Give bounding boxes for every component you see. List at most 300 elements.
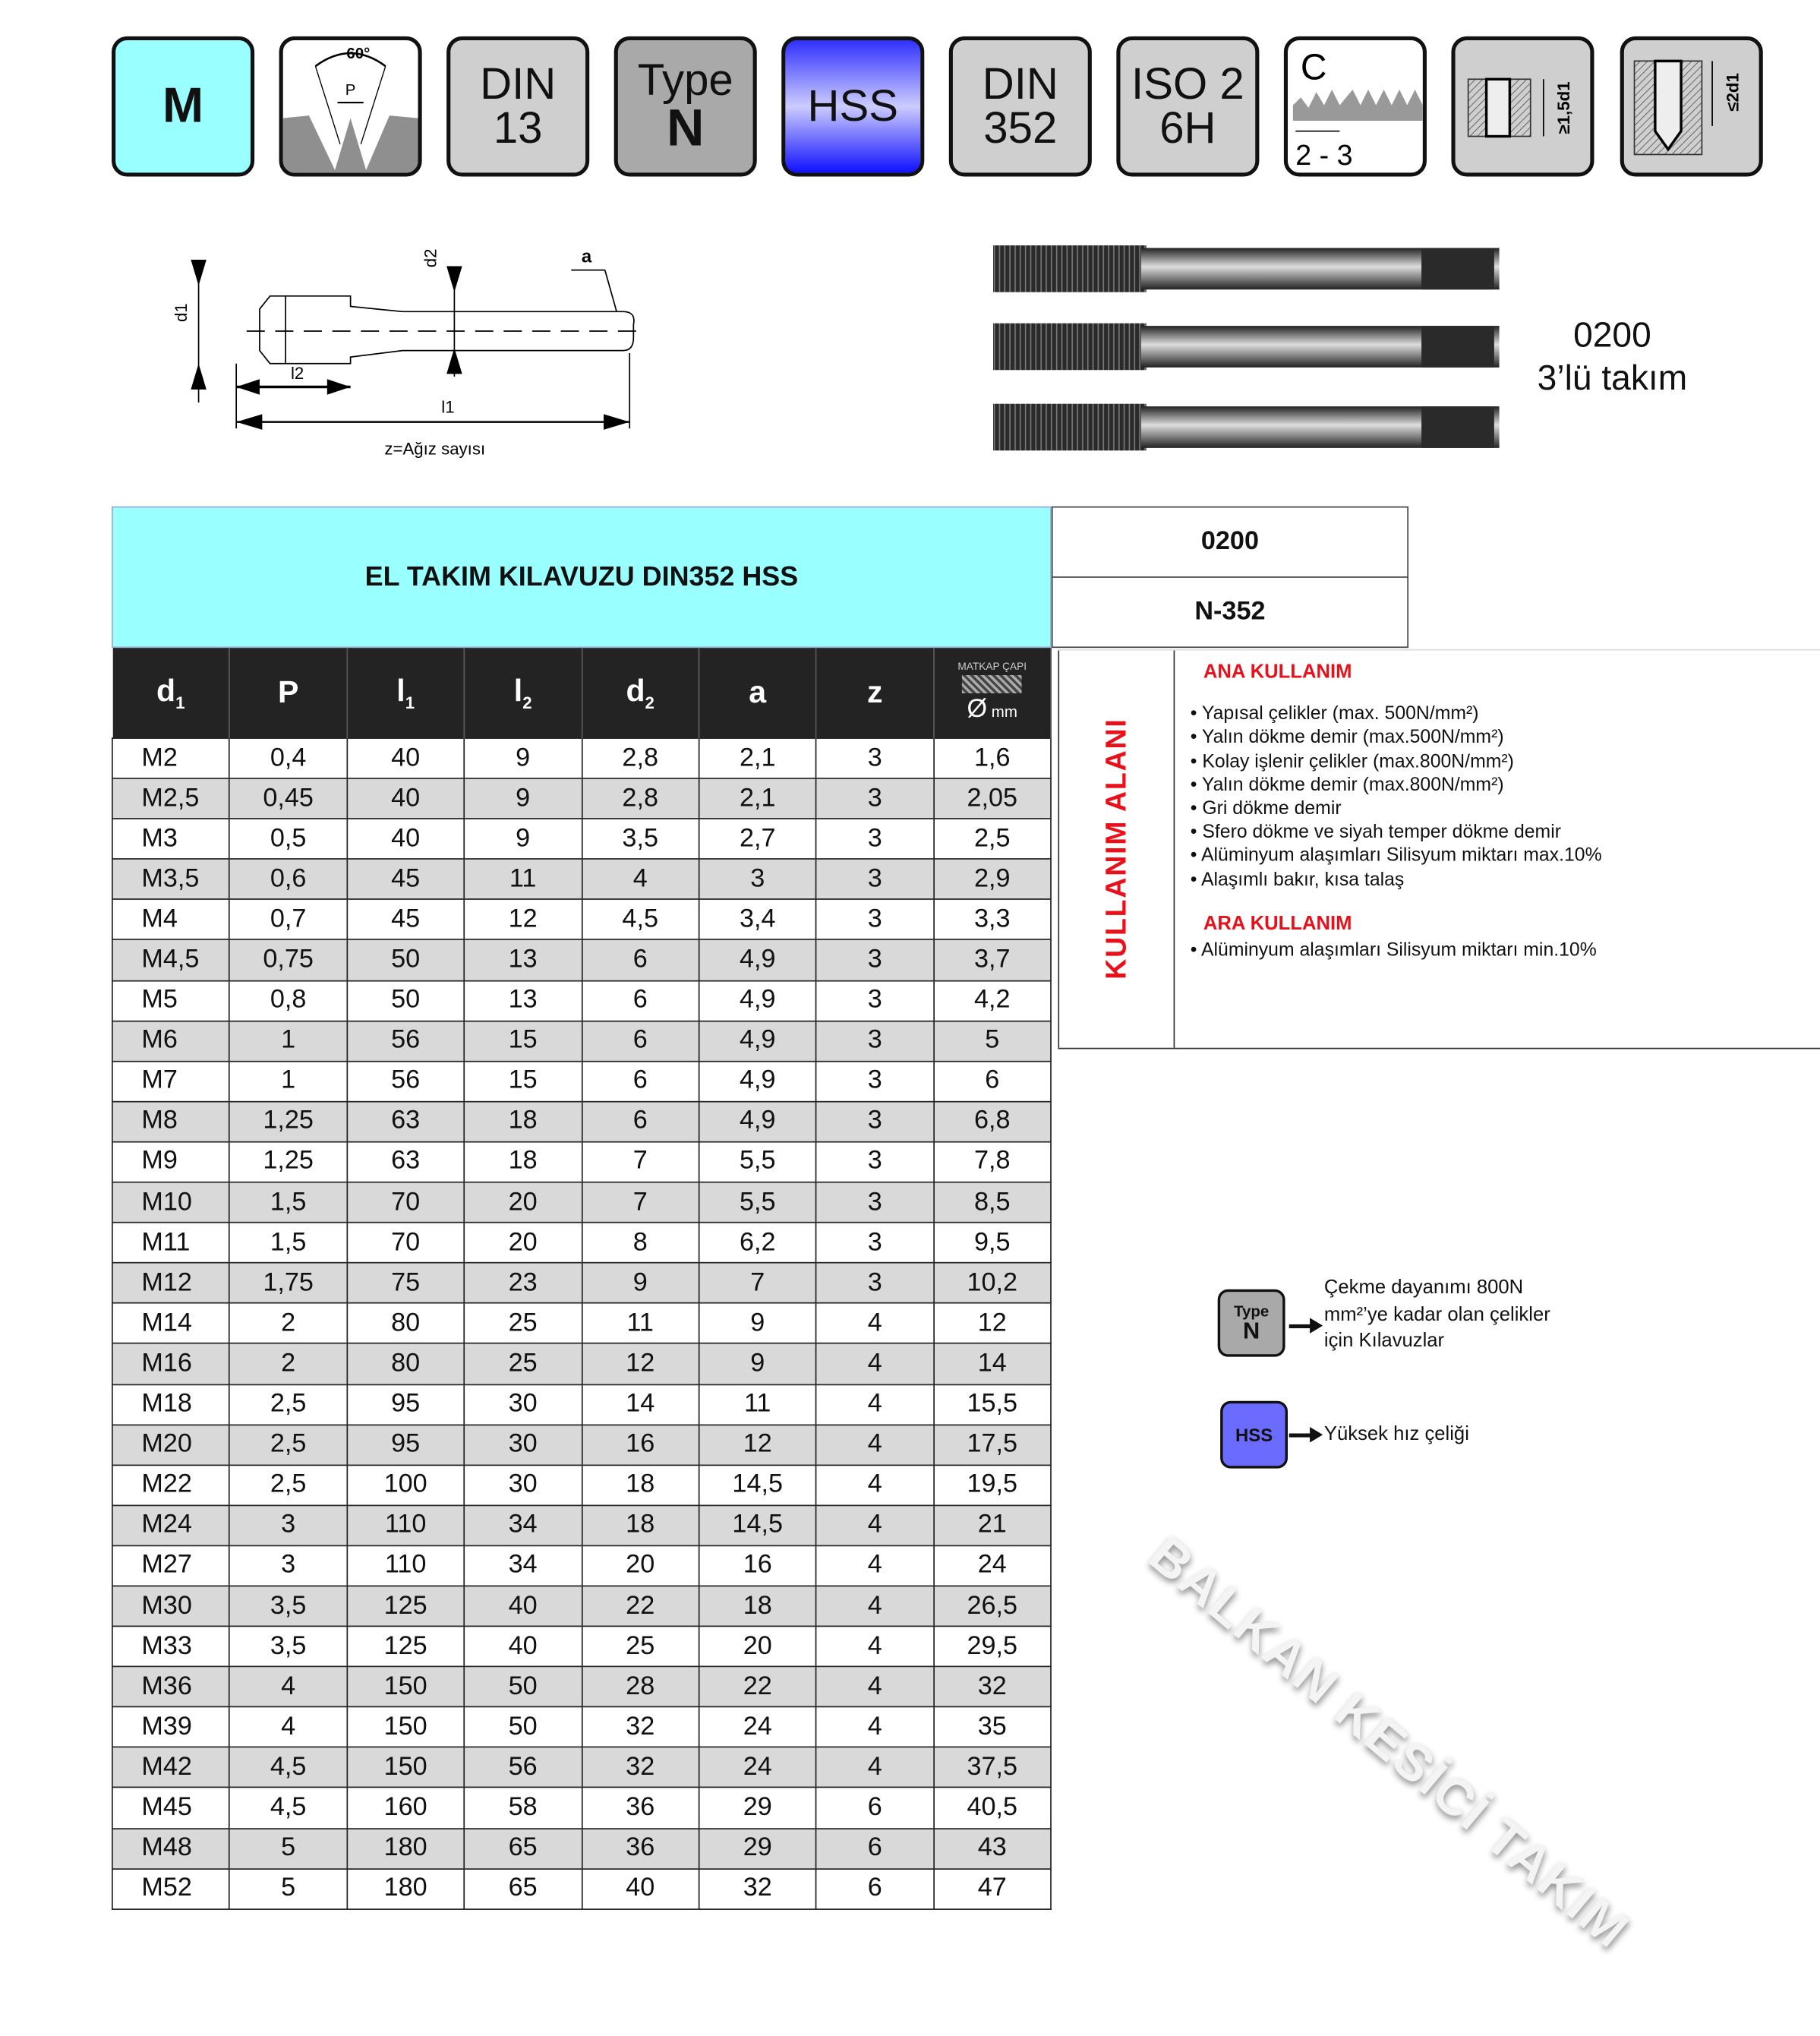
- product-set-label: 3’lü takım: [1537, 358, 1688, 398]
- table-cell: 4: [229, 1707, 347, 1747]
- table-cell: 1: [229, 1061, 347, 1101]
- hss-legend-text: Yüksek hız çeliği: [1323, 1422, 1469, 1445]
- table-row: [112, 1868, 1051, 1908]
- table-cell: 3: [816, 738, 934, 778]
- table-row: [112, 1263, 1051, 1303]
- table-cell: 50: [464, 1667, 582, 1707]
- table-cell: 4: [816, 1303, 934, 1343]
- table-cell: 65: [464, 1828, 582, 1868]
- table-cell: 34: [464, 1545, 582, 1586]
- column-header: $l_1$: [347, 648, 465, 738]
- table-cell: 24: [699, 1707, 816, 1747]
- drill-header-top: MATKAP ÇAPI: [957, 660, 1027, 672]
- table-cell: M4,5: [112, 940, 230, 980]
- table-cell: 21: [933, 1505, 1051, 1545]
- table-cell: 2,5: [229, 1425, 347, 1465]
- table-row: [112, 980, 1051, 1021]
- hss-icon: HSS: [781, 36, 924, 177]
- table-cell: 24: [933, 1545, 1051, 1586]
- type-n-icon: Type N: [614, 36, 757, 177]
- table-cell: 2: [229, 1343, 347, 1384]
- table-cell: 2,9: [933, 859, 1051, 899]
- table-cell: 23: [464, 1263, 582, 1303]
- table-cell: 80: [347, 1303, 465, 1343]
- table-cell: 0,7: [229, 900, 347, 940]
- table-cell: 50: [347, 980, 465, 1021]
- table-cell: 15,5: [933, 1384, 1051, 1425]
- table-cell: 28: [582, 1667, 699, 1707]
- table-cell: 3,5: [229, 1627, 347, 1667]
- usage-item: • Alaşımlı bakır, kısa talaş: [1188, 868, 1811, 892]
- table-cell: M27: [112, 1545, 230, 1586]
- table-cell: 13: [464, 980, 582, 1021]
- table-cell: 150: [347, 1707, 465, 1747]
- table-cell: 4: [816, 1545, 934, 1586]
- tap-2: [993, 324, 1500, 371]
- secondary-usage-list: [1188, 939, 1811, 962]
- table-row: [112, 1061, 1051, 1101]
- table-cell: 40: [464, 1586, 582, 1626]
- diameter-icon: Ø: [967, 693, 988, 723]
- table-cell: 13: [464, 940, 582, 980]
- through-hole-label: ≥1,5d1: [1554, 81, 1574, 134]
- diagram-caption: z=Ağız sayısı: [384, 439, 486, 459]
- table-cell: 6: [582, 980, 699, 1021]
- table-cell: 40: [347, 738, 465, 778]
- usage-item: • Yalın dökme demir (max.500N/mm²): [1188, 726, 1811, 750]
- table-cell: M16: [112, 1343, 230, 1384]
- usage-side-title: KULLANIM ALANI: [1099, 718, 1132, 980]
- table-cell: 9: [699, 1343, 816, 1384]
- spec-table: [112, 648, 1052, 1909]
- table-cell: M33: [112, 1627, 230, 1667]
- table-cell: 1,5: [229, 1223, 347, 1263]
- table-cell: 4: [582, 859, 699, 899]
- drill-icon: [962, 674, 1022, 693]
- table-cell: 20: [582, 1545, 699, 1586]
- table-cell: M22: [112, 1465, 230, 1505]
- table-cell: 12: [699, 1425, 816, 1465]
- table-row: [112, 819, 1051, 859]
- table-cell: 8: [582, 1223, 699, 1263]
- table-cell: 22: [699, 1667, 816, 1707]
- table-cell: 43: [933, 1828, 1051, 1868]
- table-cell: 56: [347, 1061, 465, 1101]
- table-cell: 6,2: [699, 1223, 816, 1263]
- table-row: [112, 1425, 1051, 1465]
- table-cell: 3: [816, 980, 934, 1021]
- table-cell: 75: [347, 1263, 465, 1303]
- table-cell: M2: [112, 738, 230, 778]
- table-cell: 125: [347, 1586, 465, 1626]
- table-cell: 29: [699, 1828, 816, 1868]
- table-cell: 4,5: [229, 1788, 347, 1828]
- table-cell: 3: [816, 819, 934, 859]
- table-cell: 1,5: [229, 1182, 347, 1223]
- table-cell: 100: [347, 1465, 465, 1505]
- table-cell: 26,5: [933, 1586, 1051, 1626]
- table-cell: 9: [699, 1303, 816, 1343]
- table-cell: M10: [112, 1182, 230, 1223]
- table-cell: 30: [464, 1465, 582, 1505]
- thread-profile-icon: [283, 40, 418, 172]
- table-cell: 4: [816, 1627, 934, 1667]
- product-code-box: 0200: [1052, 507, 1408, 578]
- table-cell: 6,8: [933, 1101, 1051, 1141]
- table-cell: 2,8: [582, 738, 699, 778]
- table-cell: 2: [229, 1303, 347, 1343]
- table-cell: 6: [582, 1021, 699, 1061]
- table-cell: 16: [582, 1425, 699, 1465]
- table-row: [112, 1465, 1051, 1505]
- table-cell: 18: [464, 1142, 582, 1182]
- table-cell: M36: [112, 1667, 230, 1707]
- table-row: [112, 738, 1051, 778]
- usage-item: • Kolay işlenir çelikler (max.800N/mm²): [1188, 750, 1811, 774]
- table-row: [112, 1828, 1051, 1868]
- table-cell: 15: [464, 1061, 582, 1101]
- table-cell: M12: [112, 1263, 230, 1303]
- table-row: [112, 778, 1051, 819]
- iso-tolerance-icon: ISO 2 6H: [1116, 36, 1259, 177]
- table-cell: 36: [582, 1828, 699, 1868]
- table-cell: 3: [816, 1263, 934, 1303]
- arrow-right-icon: [1289, 1434, 1313, 1438]
- table-cell: 18: [699, 1586, 816, 1626]
- table-cell: 4,9: [699, 1101, 816, 1141]
- table-cell: 32: [933, 1667, 1051, 1707]
- din-352-icon: DIN 352: [949, 36, 1092, 177]
- usage-area-box: [1058, 649, 1820, 1050]
- column-header: a: [699, 648, 816, 738]
- table-cell: M11: [112, 1223, 230, 1263]
- table-cell: 4,5: [582, 900, 699, 940]
- table-cell: 3: [699, 859, 816, 899]
- table-cell: M3: [112, 819, 230, 859]
- angle-label: 60°: [346, 44, 371, 62]
- secondary-usage-title: ARA KULLANIM: [1203, 912, 1352, 935]
- hss-legend-icon: HSS: [1220, 1401, 1288, 1469]
- table-cell: M9: [112, 1142, 230, 1182]
- table-cell: 35: [933, 1707, 1051, 1747]
- table-cell: 18: [582, 1505, 699, 1545]
- table-cell: 2,5: [229, 1384, 347, 1425]
- table-cell: 2,5: [933, 819, 1051, 859]
- column-header: P: [229, 648, 347, 738]
- table-cell: 1,6: [933, 738, 1051, 778]
- din-13-icon: DIN 13: [446, 36, 589, 177]
- table-cell: 63: [347, 1101, 465, 1141]
- table-cell: 3,5: [582, 819, 699, 859]
- table-cell: 11: [464, 859, 582, 899]
- usage-item: • Alüminyum alaşımları Silisyum miktarı max.10%: [1188, 844, 1811, 868]
- thread-metric-icon: M: [112, 36, 254, 177]
- table-cell: 40: [347, 819, 465, 859]
- tap-dimension-drawing: [169, 234, 649, 468]
- table-row: [112, 1747, 1051, 1788]
- type-n-legend-icon: Type N: [1218, 1289, 1285, 1357]
- table-cell: 1: [229, 1021, 347, 1061]
- d2-label: d2: [421, 248, 440, 268]
- table-cell: 3: [816, 859, 934, 899]
- table-cell: 58: [464, 1788, 582, 1828]
- table-cell: 32: [699, 1868, 816, 1908]
- table-cell: 4: [816, 1343, 934, 1384]
- column-header: $d_2$: [582, 648, 699, 738]
- table-cell: 3: [816, 1142, 934, 1182]
- table-row: [112, 1586, 1051, 1626]
- drill-header-unit: mm: [991, 702, 1018, 721]
- chamfer-range: 2 - 3: [1295, 139, 1353, 172]
- table-cell: 5,5: [699, 1182, 816, 1223]
- table-cell: 3: [816, 1182, 934, 1223]
- table-cell: 0,4: [229, 738, 347, 778]
- table-cell: 7: [699, 1263, 816, 1303]
- table-cell: 5: [229, 1828, 347, 1868]
- table-cell: 3,4: [699, 900, 816, 940]
- table-row: [112, 900, 1051, 940]
- table-cell: 6: [816, 1828, 934, 1868]
- table-cell: 22: [582, 1586, 699, 1626]
- table-cell: 0,45: [229, 778, 347, 819]
- table-cell: 1,75: [229, 1263, 347, 1303]
- table-cell: 5: [933, 1021, 1051, 1061]
- table-cell: 4,9: [699, 980, 816, 1021]
- table-row: [112, 1021, 1051, 1061]
- a-label: a: [581, 246, 592, 267]
- table-cell: 3,3: [933, 900, 1051, 940]
- table-cell: M42: [112, 1747, 230, 1788]
- table-cell: 160: [347, 1788, 465, 1828]
- table-cell: 110: [347, 1505, 465, 1545]
- table-cell: 7: [582, 1142, 699, 1182]
- table-row: [112, 1182, 1051, 1223]
- table-cell: 50: [464, 1707, 582, 1747]
- column-header: z: [816, 648, 934, 738]
- table-cell: 70: [347, 1182, 465, 1223]
- table-row: [112, 1667, 1051, 1707]
- table-cell: M30: [112, 1586, 230, 1626]
- table-cell: 10,2: [933, 1263, 1051, 1303]
- table-cell: 29,5: [933, 1627, 1051, 1667]
- table-row: [112, 1384, 1051, 1425]
- table-cell: M24: [112, 1505, 230, 1545]
- table-cell: M2,5: [112, 778, 230, 819]
- table-cell: 9,5: [933, 1223, 1051, 1263]
- table-cell: 3: [816, 940, 934, 980]
- table-cell: 14: [933, 1343, 1051, 1384]
- table-cell: 5,5: [699, 1142, 816, 1182]
- table-cell: 180: [347, 1868, 465, 1908]
- table-cell: 3: [229, 1545, 347, 1586]
- table-cell: 6: [816, 1868, 934, 1908]
- table-cell: 4: [816, 1425, 934, 1465]
- table-cell: 36: [582, 1788, 699, 1828]
- table-cell: 3: [816, 778, 934, 819]
- table-cell: 70: [347, 1223, 465, 1263]
- table-cell: 37,5: [933, 1747, 1051, 1788]
- table-cell: 50: [347, 940, 465, 980]
- chamfer-icon: [1284, 36, 1427, 177]
- usage-item: • Alüminyum alaşımları Silisyum miktarı min.10%: [1188, 939, 1811, 962]
- table-cell: M48: [112, 1828, 230, 1868]
- table-row: [112, 1707, 1051, 1747]
- usage-item: • Gri dökme demir: [1188, 797, 1811, 821]
- table-cell: 0,75: [229, 940, 347, 980]
- table-cell: 3: [816, 900, 934, 940]
- table-row: [112, 1788, 1051, 1828]
- table-cell: 19,5: [933, 1465, 1051, 1505]
- table-cell: 25: [464, 1343, 582, 1384]
- column-header-drill-diameter: [933, 648, 1051, 738]
- main-usage-list: [1188, 702, 1811, 892]
- table-cell: 47: [933, 1868, 1051, 1908]
- table-cell: 12: [582, 1343, 699, 1384]
- table-cell: 110: [347, 1545, 465, 1586]
- table-cell: 65: [464, 1868, 582, 1908]
- table-cell: 45: [347, 859, 465, 899]
- table-cell: M4: [112, 900, 230, 940]
- l1-label: l1: [441, 397, 455, 417]
- table-cell: 40: [582, 1868, 699, 1908]
- table-cell: 16: [699, 1545, 816, 1586]
- table-cell: 95: [347, 1384, 465, 1425]
- table-cell: 17,5: [933, 1425, 1051, 1465]
- table-cell: 4: [816, 1707, 934, 1747]
- table-cell: 14,5: [699, 1505, 816, 1545]
- arrow-right-icon: [1289, 1324, 1313, 1328]
- blind-hole-icon: [1620, 36, 1763, 177]
- table-cell: 2,7: [699, 819, 816, 859]
- table-cell: 56: [464, 1747, 582, 1788]
- table-row: [112, 1343, 1051, 1384]
- table-cell: 3: [816, 1101, 934, 1141]
- product-code: 0200: [1573, 315, 1651, 355]
- table-row: [112, 1101, 1051, 1141]
- table-cell: M7: [112, 1061, 230, 1101]
- table-cell: 2,1: [699, 738, 816, 778]
- table-cell: 7: [582, 1182, 699, 1223]
- table-cell: 150: [347, 1667, 465, 1707]
- table-cell: 4: [816, 1505, 934, 1545]
- table-cell: 0,6: [229, 859, 347, 899]
- table-cell: 6: [582, 1101, 699, 1141]
- main-usage-title: ANA KULLANIM: [1203, 661, 1352, 683]
- table-cell: 34: [464, 1505, 582, 1545]
- table-cell: M45: [112, 1788, 230, 1828]
- usage-item: • Yalın dökme demir (max.800N/mm²): [1188, 774, 1811, 797]
- table-cell: 11: [582, 1303, 699, 1343]
- table-cell: M20: [112, 1425, 230, 1465]
- table-cell: M3,5: [112, 859, 230, 899]
- table-cell: 25: [464, 1303, 582, 1343]
- table-cell: 4: [229, 1667, 347, 1707]
- table-cell: M6: [112, 1021, 230, 1061]
- table-cell: 3: [816, 1021, 934, 1061]
- table-cell: 63: [347, 1142, 465, 1182]
- table-cell: 0,5: [229, 819, 347, 859]
- blind-hole-label: ≤2d1: [1723, 73, 1743, 112]
- table-cell: 20: [464, 1223, 582, 1263]
- table-cell: 6: [582, 940, 699, 980]
- table-row: [112, 1142, 1051, 1182]
- table-cell: 150: [347, 1747, 465, 1788]
- table-cell: 4: [816, 1384, 934, 1425]
- table-cell: 56: [347, 1021, 465, 1061]
- table-cell: 6: [582, 1061, 699, 1101]
- table-cell: M18: [112, 1384, 230, 1425]
- table-cell: 12: [933, 1303, 1051, 1343]
- table-cell: 25: [582, 1627, 699, 1667]
- table-cell: 95: [347, 1425, 465, 1465]
- table-cell: 7,8: [933, 1142, 1051, 1182]
- table-cell: 2,5: [229, 1465, 347, 1505]
- table-cell: 20: [699, 1627, 816, 1667]
- tap-3: [993, 404, 1500, 451]
- table-cell: 3: [229, 1505, 347, 1545]
- table-row: [112, 1303, 1051, 1343]
- usage-item: • Yapısal çelikler (max. 500N/mm²): [1188, 702, 1811, 726]
- table-cell: 40,5: [933, 1788, 1051, 1828]
- table-cell: 4,2: [933, 980, 1051, 1021]
- table-cell: 32: [582, 1747, 699, 1788]
- table-cell: 3: [816, 1061, 934, 1101]
- table-cell: 4,9: [699, 1021, 816, 1061]
- table-cell: M39: [112, 1707, 230, 1747]
- table-cell: 125: [347, 1627, 465, 1667]
- table-cell: 0,8: [229, 980, 347, 1021]
- table-cell: 4: [816, 1747, 934, 1788]
- table-cell: 4,9: [699, 1061, 816, 1101]
- table-cell: 40: [347, 778, 465, 819]
- table-cell: 12: [464, 900, 582, 940]
- d1-label: d1: [172, 303, 191, 323]
- table-header-row: [112, 648, 1051, 738]
- table-cell: 1,25: [229, 1101, 347, 1141]
- tap-set-image: [993, 240, 1500, 461]
- table-cell: 6: [933, 1061, 1051, 1101]
- table-cell: 30: [464, 1425, 582, 1465]
- table-cell: 24: [699, 1747, 816, 1788]
- table-cell: 3: [816, 1223, 934, 1263]
- table-cell: 5: [229, 1868, 347, 1908]
- table-cell: M5: [112, 980, 230, 1021]
- table-cell: 9: [464, 778, 582, 819]
- thread-angle-icon: [279, 36, 422, 177]
- table-cell: 14: [582, 1384, 699, 1425]
- table-cell: 15: [464, 1021, 582, 1061]
- table-cell: 8,5: [933, 1182, 1051, 1223]
- type-n-legend-text: Çekme dayanımı 800N mm²’ye kadar olan çelikler için Kılavuzlar: [1323, 1276, 1550, 1352]
- table-cell: 11: [699, 1384, 816, 1425]
- table-cell: 2,1: [699, 778, 816, 819]
- table-cell: 80: [347, 1343, 465, 1384]
- through-hole-icon: [1451, 36, 1594, 177]
- table-row: [112, 1505, 1051, 1545]
- table-cell: 18: [582, 1465, 699, 1505]
- column-header: $l_2$: [464, 648, 582, 738]
- table-cell: 30: [464, 1384, 582, 1425]
- table-cell: 3,5: [229, 1586, 347, 1626]
- table-row: [112, 1545, 1051, 1586]
- product-caption: [1519, 314, 1705, 400]
- table-cell: 4,5: [229, 1747, 347, 1788]
- table-cell: 9: [582, 1263, 699, 1303]
- table-cell: 29: [699, 1788, 816, 1828]
- l2-label: l2: [290, 364, 304, 384]
- table-cell: M14: [112, 1303, 230, 1343]
- table-cell: 2,8: [582, 778, 699, 819]
